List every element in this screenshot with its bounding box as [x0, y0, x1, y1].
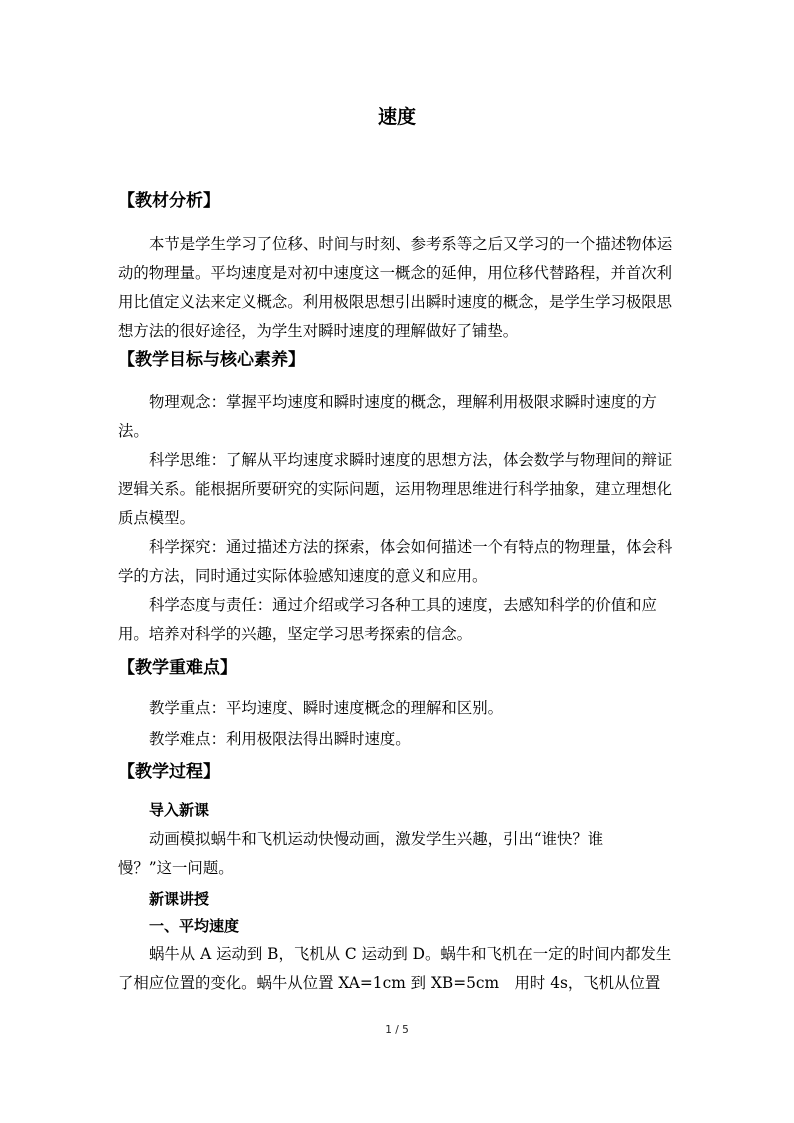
analysis-paragraph: 本节是学生学习了位移、时间与时刻、参考系等之后又学习的一个描述物体运动的物理量。平均速度是对初中速度这一概念的延伸，用位移代替路程，并首次利用比值定义法来定义概念。利用极限思想引出瞬时速度的概念，是学生学习极限思想方法的很好途径，为学生对瞬时速度的理解做好了铺垫。 — [118, 235, 673, 340]
average-speed-subheading: 一、平均速度 — [149, 917, 240, 935]
goal-item-physics-concept: 物理观念：掌握平均速度和瞬时速度的概念，理解利用极限求瞬时速度的方法。 — [118, 393, 657, 440]
goal-item-scientific-inquiry: 科学探究：通过描述方法的探索，体会如何描述一个有特点的物理量，体会科学的方法，同时通过实际体验感知速度的意义和应用。 — [118, 538, 673, 585]
lecture-subheading: 新课讲授 — [149, 890, 210, 908]
page-title: 速度 — [377, 106, 416, 128]
keypoint-focus: 教学重点：平均速度、瞬时速度概念的理解和区别。 — [149, 699, 503, 717]
section-heading-goals: 【教学目标与核心素养】 — [118, 350, 305, 370]
keypoint-difficulty: 教学难点：利用极限法得出瞬时速度。 — [149, 730, 411, 748]
page-number: 1 / 5 — [385, 1024, 409, 1036]
goal-item-scientific-thinking: 科学思维：了解从平均速度求瞬时速度的思想方法，体会数学与物理间的辩证逻辑关系。能根据所要研究的实际问题，运用物理思维进行科学抽象，建立理想化质点模型。 — [118, 451, 673, 527]
intro-paragraph: 动画模拟蜗牛和飞机运动快慢动画，激发学生兴趣，引出“谁快？谁慢？”这一问题。 — [118, 830, 604, 877]
section-heading-process: 【教学过程】 — [118, 762, 220, 782]
section-heading-analysis: 【教材分析】 — [118, 191, 220, 211]
section-heading-keypoints: 【教学重难点】 — [118, 658, 237, 678]
average-speed-paragraph: 蜗牛从 A 运动到 B，飞机从 C 运动到 D。蜗牛和飞机在一定的时间内都发生了相应位置的变化。蜗牛从位置 XA=1cm 到 XB=5cm 用时 4s，飞机从位置 — [118, 945, 672, 992]
goal-item-scientific-attitude: 科学态度与责任：通过介绍或学习各种工具的速度，去感知科学的价值和应用。培养对科学的兴趣，坚定学习思考探索的信念。 — [118, 596, 657, 643]
intro-subheading: 导入新课 — [149, 801, 210, 819]
